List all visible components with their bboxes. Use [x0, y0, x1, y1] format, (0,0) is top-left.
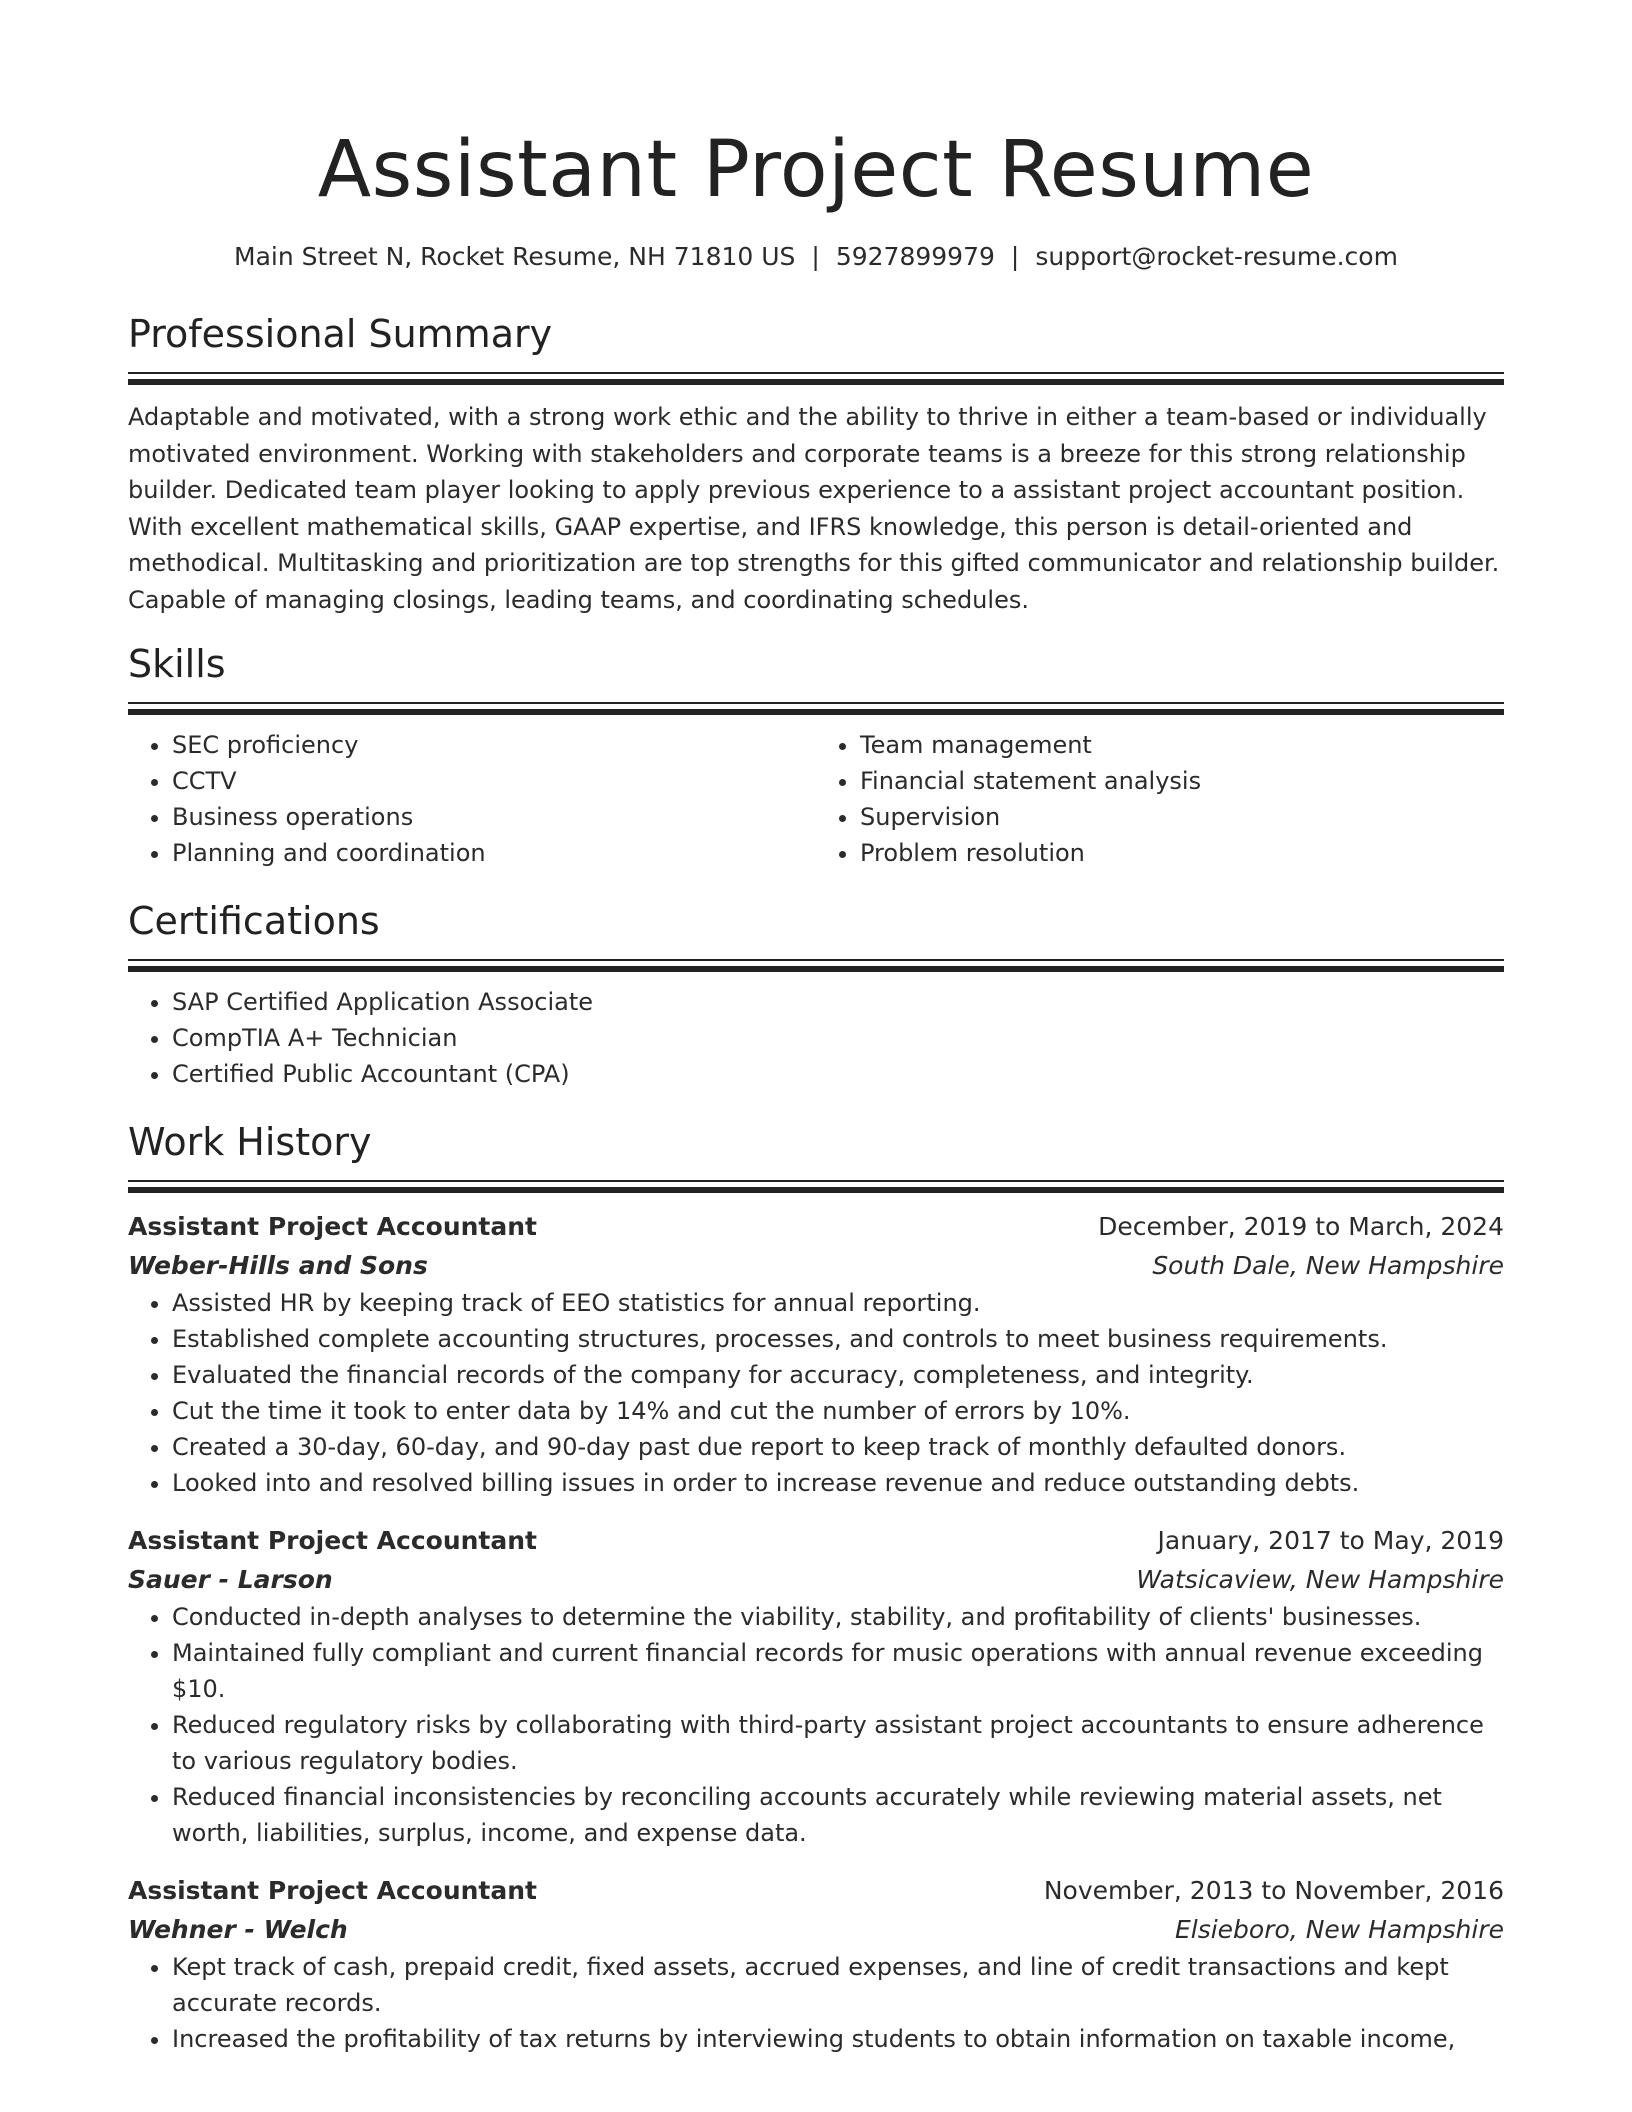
job-company: Sauer - Larson	[128, 1565, 333, 1594]
job-bullet: • Conducted in-depth analyses to determine the viability, stability, and profitability of clients' businesses.	[172, 1599, 1504, 1635]
contact-email: support@rocket-resume.com	[1035, 242, 1398, 271]
job-header	[128, 1207, 1504, 1247]
job-bullet: • Assisted HR by keeping track of EEO statistics for annual reporting.	[172, 1285, 1504, 1321]
section-title-work-history: Work History	[128, 1120, 372, 1164]
contact-address: Main Street N, Rocket Resume, NH 71810 US	[234, 242, 796, 271]
resume-page	[128, 0, 1504, 2057]
job-title: Assistant Project Accountant	[128, 1876, 537, 1905]
certification-item: • Certified Public Accountant (CPA)	[172, 1056, 1504, 1092]
section-divider-thick	[128, 966, 1504, 972]
skills-column-left	[128, 727, 816, 871]
job-bullets	[128, 1949, 1504, 2057]
skills-section	[128, 640, 1504, 871]
job-header	[128, 1871, 1504, 1911]
job-bullet: • Created a 30-day, 60-day, and 90-day past due report to keep track of monthly defaulted donors.	[172, 1429, 1504, 1465]
job-title: Assistant Project Accountant	[128, 1526, 537, 1555]
job-bullet: • Reduced regulatory risks by collaborating with third-party assistant project accountants to ensure adherence to various regulatory bodies.	[172, 1707, 1504, 1779]
section-title-skills: Skills	[128, 642, 226, 686]
job-company: Wehner - Welch	[128, 1915, 348, 1944]
skills-column-right	[816, 727, 1504, 871]
job-bullets	[128, 1599, 1504, 1851]
job-header	[128, 1521, 1504, 1561]
job-bullet: • Kept track of cash, prepaid credit, fixed assets, accrued expenses, and line of credit transactions and kept accurate records.	[172, 1949, 1504, 2021]
job-bullets	[128, 1285, 1504, 1501]
job-bullet: • Maintained fully compliant and current financial records for music operations with annual revenue exceeding $10.	[172, 1635, 1504, 1707]
skill-item: • Supervision	[860, 799, 1504, 835]
section-divider	[128, 1180, 1504, 1182]
section-title-summary: Professional Summary	[128, 312, 553, 356]
job-entry	[128, 1871, 1504, 2057]
section-divider-thick	[128, 709, 1504, 715]
job-dates: January, 2017 to May, 2019	[1157, 1526, 1504, 1555]
job-bullet: • Increased the profitability of tax returns by interviewing students to obtain information on taxable income,	[172, 2021, 1504, 2057]
skills-grid	[128, 727, 1504, 871]
job-company: Weber-Hills and Sons	[128, 1251, 428, 1280]
job-subheader	[128, 1247, 1504, 1285]
job-subheader	[128, 1911, 1504, 1949]
skill-item: • Planning and coordination	[172, 835, 816, 871]
skill-item: • Team management	[860, 727, 1504, 763]
job-subheader	[128, 1561, 1504, 1599]
contact-separator: |	[811, 242, 820, 271]
job-bullet: • Established complete accounting structures, processes, and controls to meet business requirements.	[172, 1321, 1504, 1357]
contact-separator: |	[1010, 242, 1020, 271]
skill-item: • Problem resolution	[860, 835, 1504, 871]
job-bullet: • Cut the time it took to enter data by 14% and cut the number of errors by 10%.	[172, 1393, 1504, 1429]
job-location: Watsicaview, New Hampshire	[1136, 1565, 1504, 1594]
summary-text: Adaptable and motivated, with a strong work ethic and the ability to thrive in either a team-based or individually motivated environment. Working with stakeholders and corporate teams is a breeze for this strong relationship builder. Dedicated team player looking to apply previous experience to a assistant project accountant position. With excellent mathematical skills, GAAP expertise, and IFRS knowledge, this person is detail-oriented and methodical. Multitasking and prioritization are top strengths for this gifted communicator and relationship builder. Capable of managing closings, leading teams, and coordinating schedules.	[128, 403, 1500, 614]
job-bullet: • Reduced financial inconsistencies by reconciling accounts accurately while reviewing material assets, net worth, liabilities, surplus, income, and expense data.	[172, 1779, 1504, 1851]
section-divider-thick	[128, 1187, 1504, 1193]
job-entry	[128, 1521, 1504, 1851]
certifications-section	[128, 897, 1504, 1092]
skill-item: • CCTV	[172, 763, 816, 799]
section-title-certifications: Certifications	[128, 899, 380, 943]
section-divider	[128, 372, 1504, 374]
section-divider-thick	[128, 379, 1504, 385]
job-bullet: • Looked into and resolved billing issues in order to increase revenue and reduce outstanding debts.	[172, 1465, 1504, 1501]
job-location: South Dale, New Hampshire	[1152, 1251, 1504, 1280]
skill-item: • SEC proficiency	[172, 727, 816, 763]
summary-section	[128, 310, 1504, 618]
job-dates: November, 2013 to November, 2016	[1043, 1876, 1504, 1905]
job-title: Assistant Project Accountant	[128, 1212, 537, 1241]
contact-phone: 5927899979	[835, 242, 995, 271]
job-location: Elsieboro, New Hampshire	[1174, 1915, 1504, 1944]
section-divider	[128, 702, 1504, 704]
job-entry	[128, 1207, 1504, 1501]
job-dates: December, 2019 to March, 2024	[1098, 1212, 1504, 1241]
resume-name: Assistant Project Resume	[317, 125, 1315, 215]
contact-line	[128, 240, 1504, 274]
skill-item: • Financial statement analysis	[860, 763, 1504, 799]
section-divider	[128, 959, 1504, 961]
skill-item: • Business operations	[172, 799, 816, 835]
job-bullet: • Evaluated the financial records of the company for accuracy, completeness, and integrity.	[172, 1357, 1504, 1393]
work-history-section	[128, 1118, 1504, 2057]
certification-item: • SAP Certified Application Associate	[172, 984, 1504, 1020]
certification-item: • CompTIA A+ Technician	[172, 1020, 1504, 1056]
certifications-list	[128, 984, 1504, 1092]
